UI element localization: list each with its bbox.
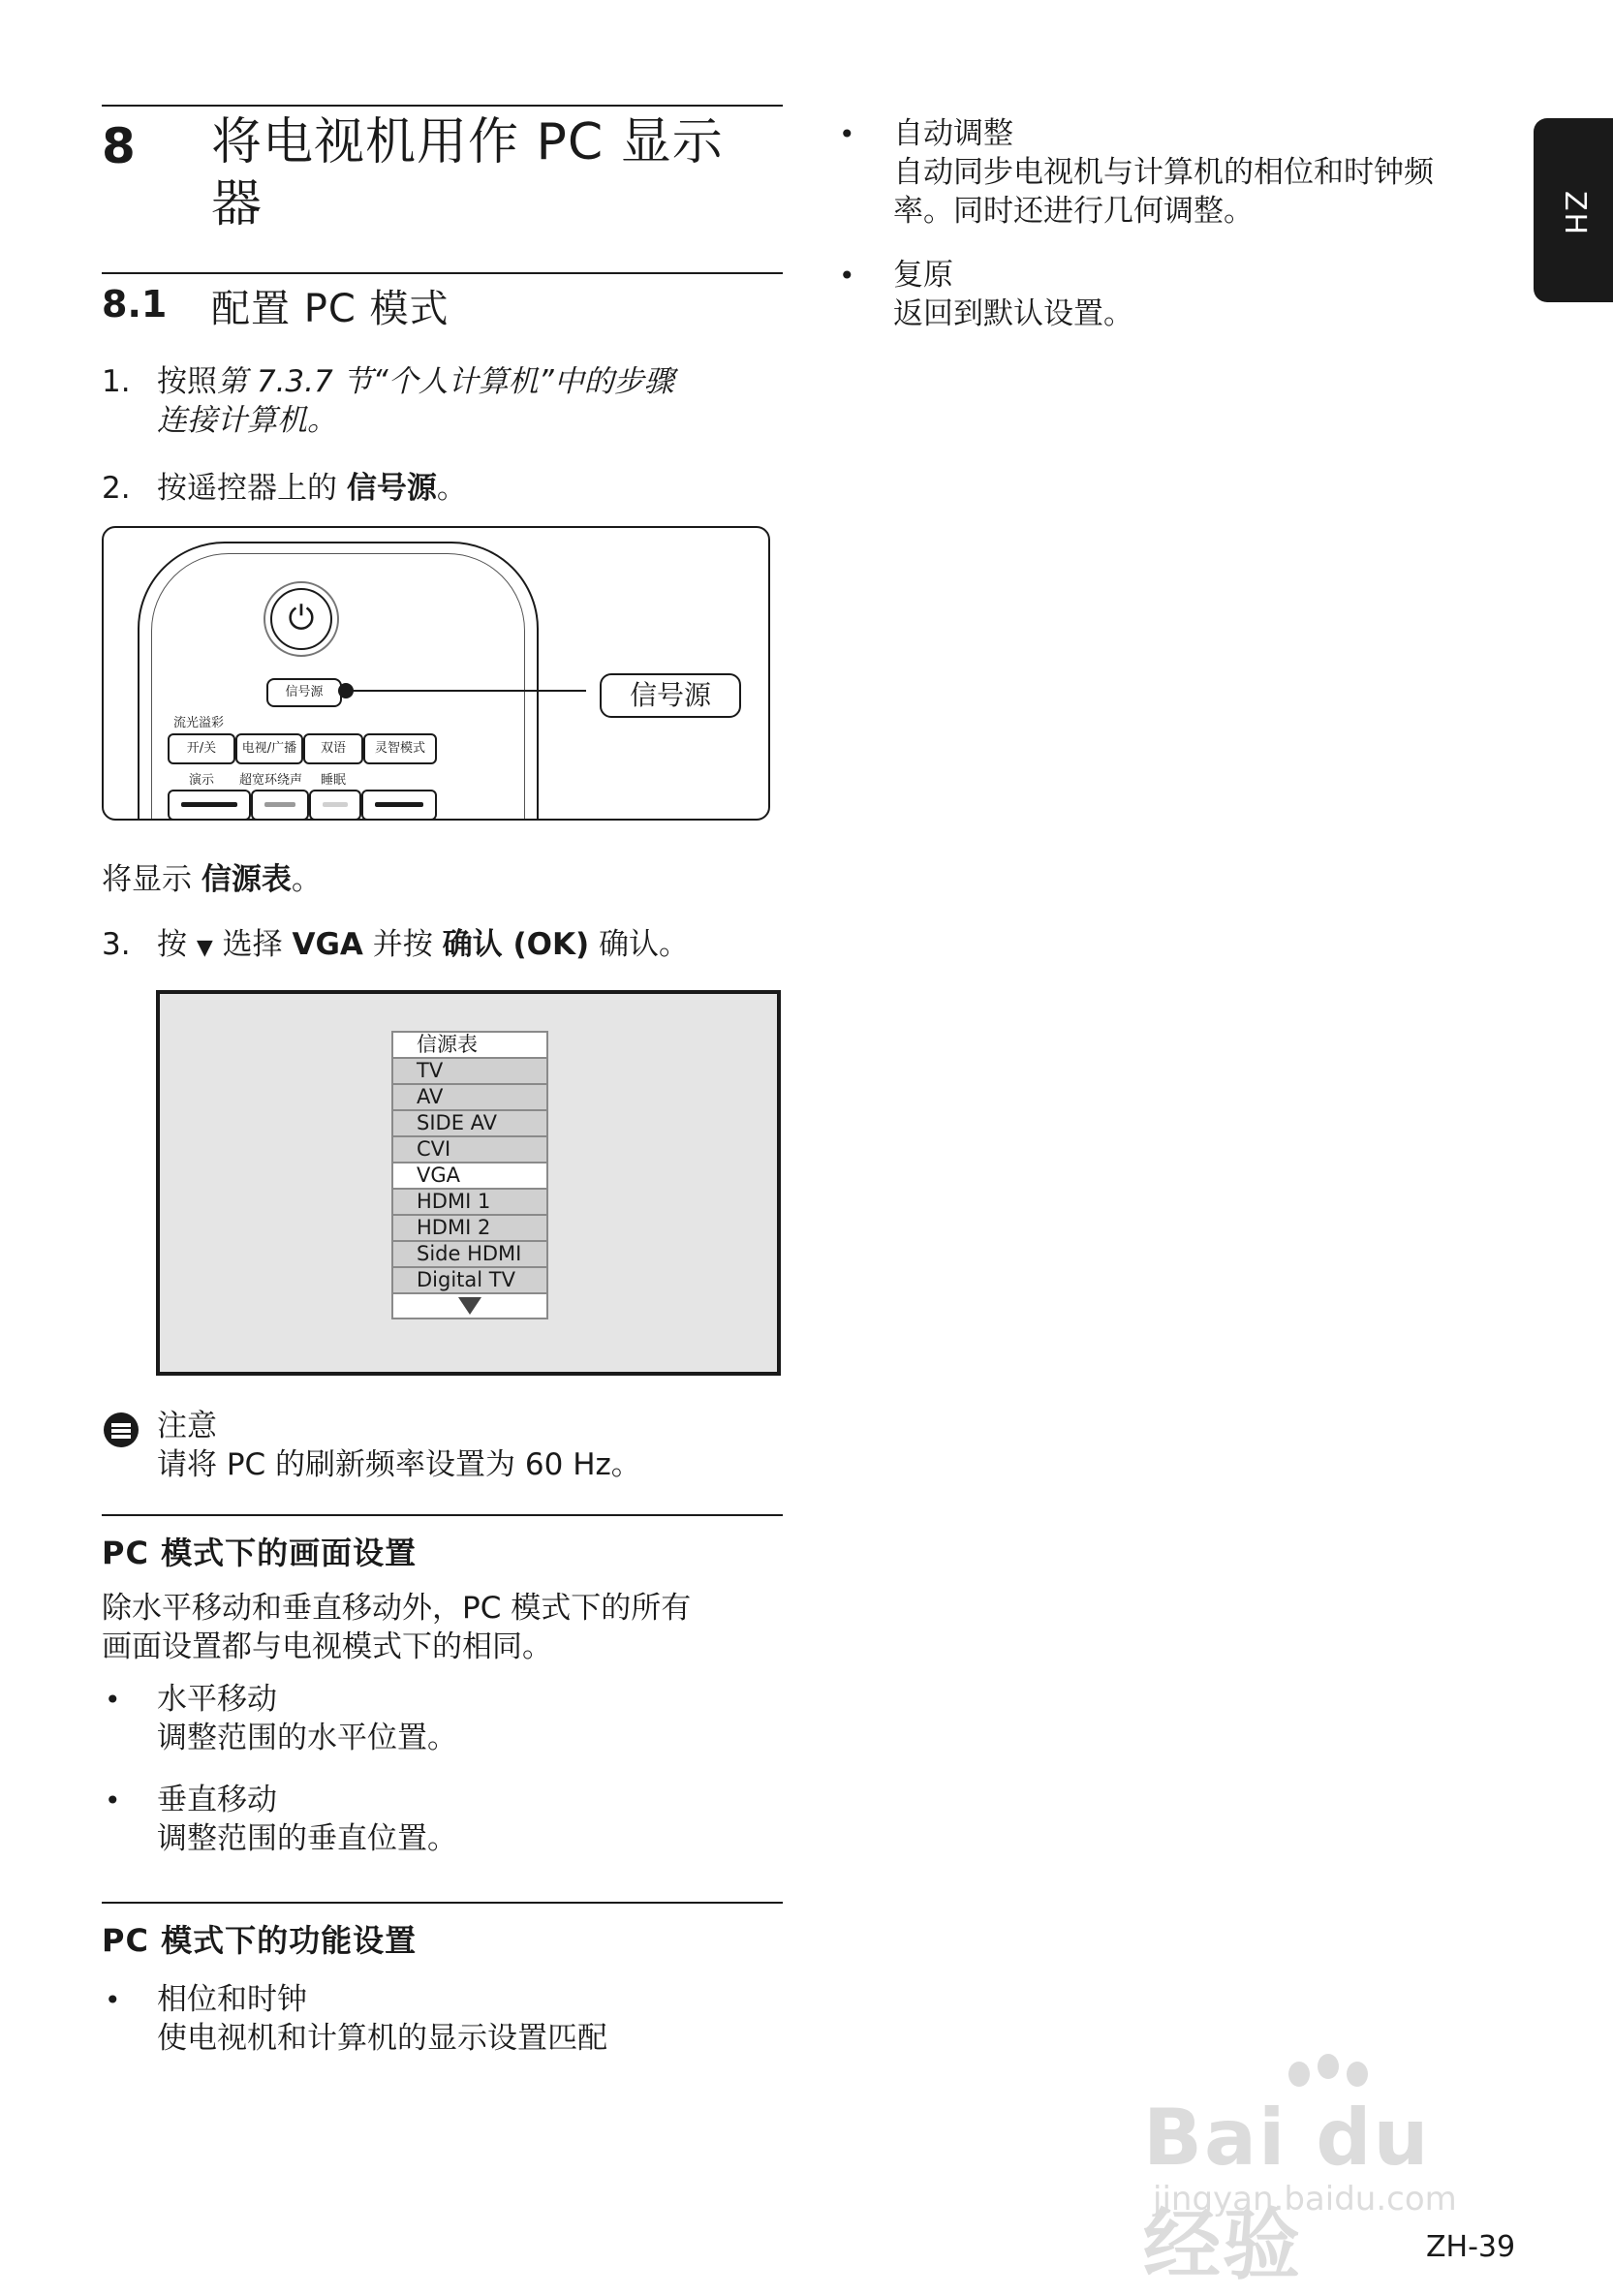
picture-settings-intro-2: 画面设置都与电视模式下的相同。 [102,1629,552,1664]
step-3-number: 3. [102,927,131,962]
remote-color-button-2 [251,790,309,821]
section-top-rule [102,272,783,274]
chapter-title-line2: 器 [211,175,264,233]
bullet-v-shift: • [105,1784,121,1816]
source-item-side-av[interactable]: SIDE AV [393,1111,546,1135]
v-shift-desc: 调整范围的垂直位置。 [157,1821,457,1856]
language-tab-label: ZH [1558,191,1592,237]
step-1-number: 1. [102,364,131,399]
reset-title: 复原 [893,258,953,293]
source-item-vga[interactable]: VGA [393,1164,546,1188]
remote-tv-radio-button: 电视/广播 [235,733,303,764]
phase-clock-title: 相位和时钟 [157,1982,307,2017]
h-shift-title: 水平移动 [157,1682,277,1717]
feature-settings-rule [102,1902,783,1904]
power-icon: ⏻ [270,588,332,650]
phase-clock-desc: 使电视机和计算机的显示设置匹配 [157,2021,607,2056]
step-3-vga: VGA [292,927,363,962]
bullet-phase-clock: • [105,1984,121,2016]
step-1-text [157,362,777,401]
display-sentence [102,860,322,899]
v-shift-title: 垂直移动 [157,1783,277,1817]
section-number: 8.1 [102,283,168,326]
remote-smart-mode-button: 灵智模式 [363,733,437,764]
paw-toe-2 [1318,2054,1339,2079]
source-list-screen [156,990,781,1376]
chapter-title-line1: 将电视机用作 PC 显示 [211,113,724,171]
reset-desc: 返回到默认设置。 [893,296,1133,331]
source-menu-title: 信源表 [393,1033,546,1057]
remote-control-figure [102,526,770,821]
h-shift-desc: 调整范围的水平位置。 [157,1721,457,1755]
note-title: 注意 [157,1409,217,1443]
paw-toe-3 [1347,2062,1368,2087]
triangle-down-icon [458,1297,481,1315]
remote-onoff-button: 开/关 [168,733,235,764]
demo-label: 演示 [189,773,215,788]
step-2-prefix: 按遥控器上的 [157,471,347,506]
source-item-side-hdmi[interactable]: Side HDMI [393,1242,546,1266]
source-item-tv[interactable]: TV [393,1059,546,1083]
remote-color-button-4 [361,790,437,821]
color-bar-3 [323,802,348,807]
display-source-list: 信源表 [201,862,292,897]
step-2-number: 2. [102,471,131,506]
source-item-digital-tv[interactable]: Digital TV [393,1268,546,1292]
callout-line [352,690,586,692]
watermark-brand: Bai du 经验 [1143,2093,1431,2290]
bullet-h-shift: • [105,1684,121,1716]
bullet-auto-adjust: • [839,118,855,150]
picture-settings-rule [102,1514,783,1516]
note-icon [104,1412,139,1447]
source-item-av[interactable]: AV [393,1085,546,1109]
step-2-source-key: 信号源 [346,471,437,506]
page-number: ZH-39 [1426,2230,1516,2264]
step-2-text [157,469,467,508]
source-item-hdmi1[interactable]: HDMI 1 [393,1190,546,1214]
down-arrow-icon: ▼ [196,936,213,960]
remote-source-button: 信号源 [266,678,342,707]
step-3-b: 选择 [212,927,293,962]
auto-adjust-desc-1: 自动同步电视机与计算机的相位和时钟频 [893,155,1434,190]
display-suffix: 。 [291,862,322,897]
step-3-text [157,925,689,968]
step-1-prefix: 按照 [157,364,217,399]
sleep-label: 睡眠 [321,773,347,788]
auto-adjust-desc-2: 率。同时还进行几何调整。 [893,194,1254,229]
step-3-c: 并按 [362,927,443,962]
source-item-hdmi2[interactable]: HDMI 2 [393,1216,546,1240]
source-item-cvi[interactable]: CVI [393,1137,546,1162]
remote-dual-button: 双语 [303,733,363,764]
section-title: 配置 PC 模式 [211,287,450,331]
color-bar-4 [375,802,423,807]
ambilight-label: 流光溢彩 [173,716,225,730]
step-2-suffix: 。 [436,471,467,506]
paw-toe-1 [1288,2062,1310,2087]
note-text: 请将 PC 的刷新频率设置为 60 Hz。 [157,1447,641,1482]
menu-more-button[interactable] [393,1294,546,1318]
step-3-d: 确认。 [589,927,690,962]
display-prefix: 将显示 [102,862,202,897]
step-3-ok-key: 确认 (OK) [442,927,590,962]
chapter-number: 8 [102,118,136,174]
language-tab [1534,118,1613,302]
bullet-reset: • [839,260,855,292]
feature-settings-heading: PC 模式下的功能设置 [102,1922,418,1959]
surround-label: 超宽环绕声 [239,773,303,788]
picture-settings-intro-1: 除水平移动和垂直移动外，PC 模式下的所有 [102,1591,692,1626]
picture-settings-heading: PC 模式下的画面设置 [102,1535,418,1571]
step-1-reference-line2: 连接计算机。 [157,403,337,438]
step-1-reference-link[interactable]: 第 7.3.7 节“个人计算机”中的步骤 [217,364,674,399]
remote-color-button-1 [168,790,251,821]
color-bar-2 [264,802,295,807]
watermark-url: jingyan.baidu.com [1153,2180,1457,2218]
remote-color-button-3 [309,790,361,821]
auto-adjust-title: 自动调整 [893,116,1013,151]
step-3-a: 按 [157,927,197,962]
color-bar-1 [181,802,237,807]
source-menu [391,1031,548,1319]
chapter-top-rule [102,105,783,107]
source-callout-label: 信号源 [600,673,741,718]
